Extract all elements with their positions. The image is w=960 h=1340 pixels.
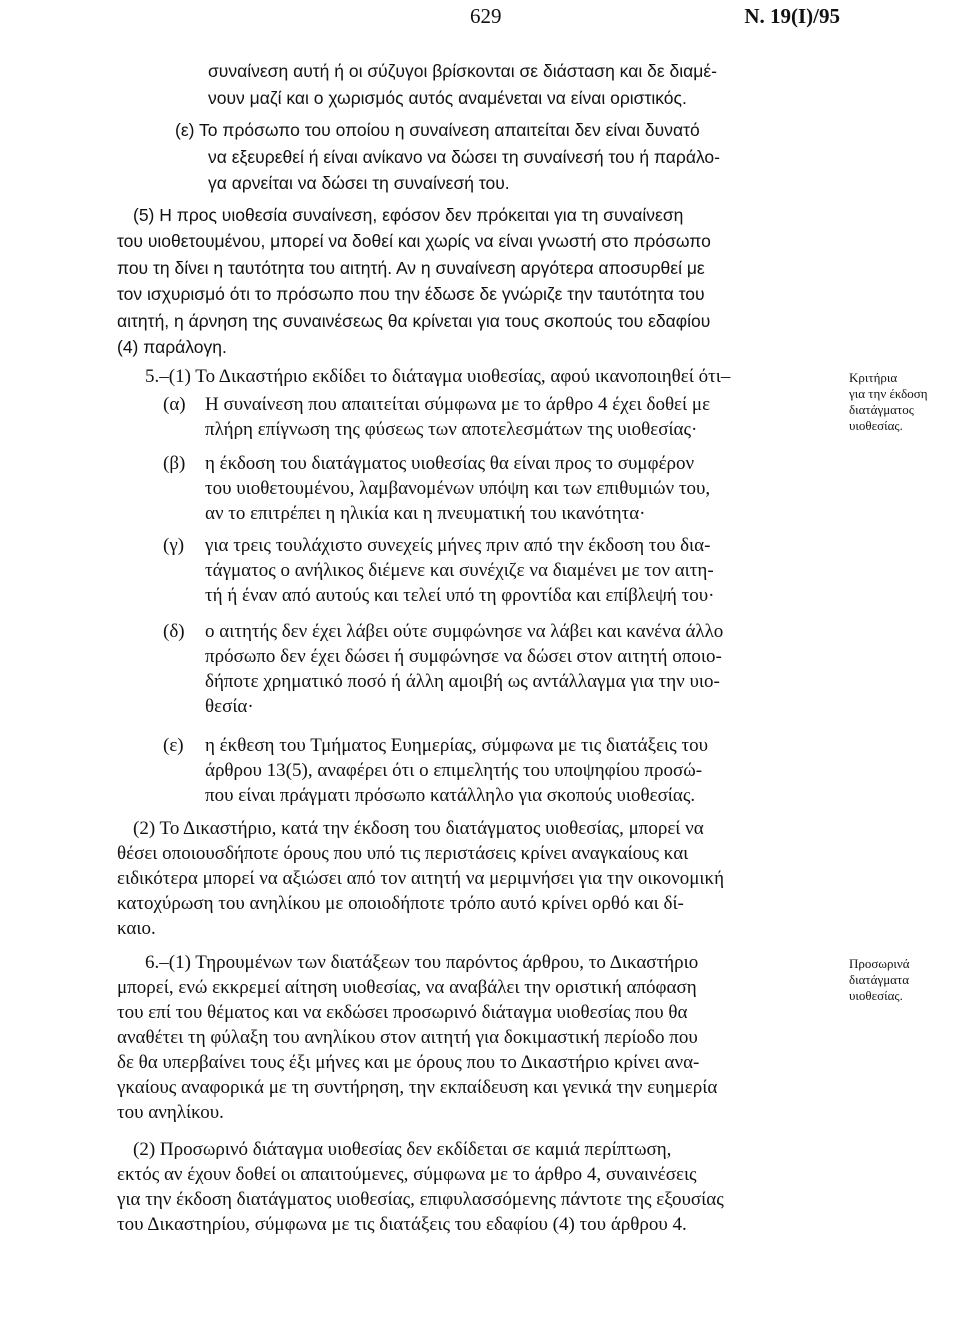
text-line: η έκθεση του Τμήματος Ευημερίας, σύμφωνα με τις διατάξεις του [205,735,708,756]
margin-note-line: Προσωρινά [849,956,910,971]
text-line: 5.–(1) Το Δικαστήριο εκδίδει το διάταγμα υιοθεσίας, αφού ικανοποιηθεί ότι– [145,366,731,387]
text-line: Η συναίνεση που απαιτείται σύμφωνα με το άρθρο 4 έχει δοθεί με [205,394,711,415]
text-line: νουν μαζί και ο χωρισμός αυτός αναμένεται να είναι οριστικός. [208,88,687,108]
text-line: για την έκδοση διατάγματος υιοθεσίας, επιφυλασσόμενης πάντοτε της εξουσίας [117,1189,724,1210]
text-line: (5) Η προς υιοθεσία συναίνεση, εφόσον δεν πρόκειται για τη συναίνεση [133,205,684,225]
text-line: δε θα υπερβαίνει τους έξι μήνες και με όρους που το Δικαστήριο κρίνει ανα- [117,1052,700,1073]
law-reference: N. 19(I)/95 [744,4,840,28]
text-line: (ε) Το πρόσωπο του οποίου η συναίνεση απαιτείται δεν είναι δυνατό [175,120,700,140]
margin-note-line: Κριτήρια [849,370,898,385]
margin-note-line: υιοθεσίας. [849,988,903,1003]
text-line: αναθέτει τη φύλαξη του ανηλίκου στον αιτητή για δοκιμαστική περίοδο που [117,1027,698,1048]
item-label: (β) [163,453,186,474]
item-label: (δ) [163,621,185,642]
text-line: του υιοθετουμένου, μπορεί να δοθεί και χωρίς να είναι γνωστή στο πρόσωπο [117,231,711,251]
text-line: του ανηλίκου. [117,1102,224,1123]
text-line: τον ισχυρισμό ότι το πρόσωπο που την έδωσε δε γνώριζε την ταυτότητα του [117,284,705,304]
text-line: θεσία· [205,696,254,717]
text-line: 6.–(1) Τηρουμένων των διατάξεων του παρόντος άρθρου, το Δικαστήριο [145,952,699,973]
text-line: του επί του θέματος και να εκδώσει προσωρινό διάταγμα υιοθεσίας που θα [117,1002,688,1023]
text-line: τή ή έναν από αυτούς και τελεί υπό τη φροντίδα και επίβλεψή του· [205,585,715,606]
margin-note [849,956,959,1004]
text-line: κατοχύρωση του ανηλίκου με οποιοδήποτε τρόπο αυτό κρίνει ορθό και δί- [117,893,684,914]
text-line: ειδικότερα μπορεί να αξιώσει από τον αιτητή να μεριμνήσει για την οικονομική [117,868,725,889]
margin-note-line: υιοθεσίας. [849,418,903,433]
text-line: συναίνεση αυτή ή οι σύζυγοι βρίσκονται σε διάσταση και δε διαμέ- [208,61,717,81]
text-line: τάγματος ο ανήλικος διέμενε και συνέχιζε να διαμένει με τον αιτη- [205,560,714,581]
text-line: γκαίους αναφορικά με τη συντήρηση, την εκπαίδευση και γενικά την ευημερία [117,1077,718,1098]
text-line: του υιοθετουμένου, λαμβανομένων υπόψη και των επιθυμιών του, [205,478,711,499]
text-line: που είναι πράγματι πρόσωπο κατάλληλο για σκοπούς υιοθεσίας. [205,785,696,806]
text-line: άρθρου 13(5), αναφέρει ότι ο επιμελητής του υποψηφίου προσώ- [205,760,703,781]
margin-note-line: για την έκδοση [849,386,928,401]
margin-note [849,370,959,434]
item-label: (ε) [163,735,184,756]
text-line: (2) Προσωρινό διάταγμα υιοθεσίας δεν εκδίδεται σε καμιά περίπτωση, [133,1139,672,1160]
text-line: μπορεί, ενώ εκκρεμεί αίτηση υιοθεσίας, να αναβάλει την οριστική απόφαση [117,977,697,998]
item-label: (γ) [163,535,185,556]
margin-note-line: διατάγματος [849,402,914,417]
text-line: θέσει οποιουσδήποτε όρους που υπό τις περιστάσεις κρίνει αναγκαίους και [117,843,689,864]
text-line: αν το επιτρέπει η ηλικία και η πνευματική του ικανότητα· [205,503,646,524]
text-line: (2) Το Δικαστήριο, κατά την έκδοση του διατάγματος υιοθεσίας, μπορεί να [133,818,704,839]
text-line: πρόσωπο δεν έχει δώσει ή συμφώνησε να δώσει στον αιτητή οποιο- [205,646,722,667]
text-line: του Δικαστηρίου, σύμφωνα με τις διατάξεις του εδαφίου (4) του άρθρου 4. [117,1214,687,1235]
item-label: (α) [163,394,186,415]
text-line: αιτητή, η άρνηση της συναινέσεως θα κρίνεται για τους σκοπούς του εδαφίου [117,311,711,331]
text-line: η έκδοση του διατάγματος υιοθεσίας θα είναι προς το συμφέρον [205,453,695,474]
text-line: εκτός αν έχουν δοθεί οι απαιτούμενες, σύμφωνα με το άρθρο 4, συναινέσεις [117,1164,697,1185]
text-line: καιο. [117,918,156,939]
text-line: να εξευρεθεί ή είναι ανίκανο να δώσει τη συναίνεσή του ή παράλο- [208,147,720,167]
margin-note-line: διατάγματα [849,972,910,987]
text-line: ο αιτητής δεν έχει λάβει ούτε συμφώνησε να λάβει και κανένα άλλο [205,621,724,642]
text-line: (4) παράλογη. [117,337,227,357]
text-line: δήποτε χρηματικό ποσό ή άλλη αμοιβή ως αντάλλαγμα για την υιο- [205,671,720,692]
text-line: πλήρη επίγνωση της φύσεως των αποτελεσμάτων της υιοθεσίας· [205,419,698,440]
text-line: που τη δίνει η ταυτότητα του αιτητή. Αν η συναίνεση αργότερα αποσυρθεί με [117,258,705,278]
page-number: 629 [470,4,502,28]
text-line: για τρεις τουλάχιστο συνεχείς μήνες πριν από την έκδοση του δια- [205,535,711,556]
text-line: γα αρνείται να δώσει τη συναίνεσή του. [208,173,510,193]
